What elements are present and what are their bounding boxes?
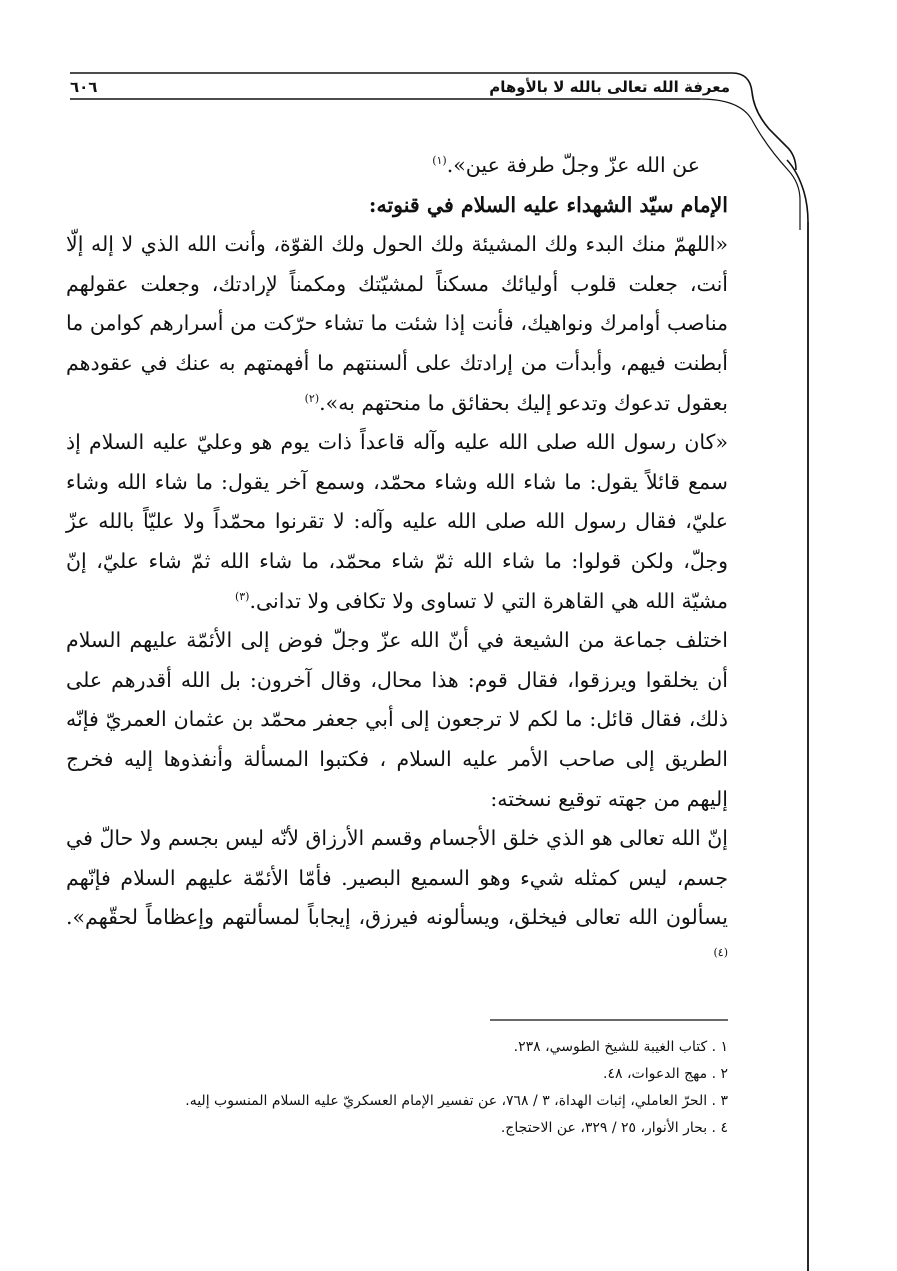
footnote-item: ١ . كتاب الغيبة للشيخ الطوسي، ٢٣٨. xyxy=(513,1039,728,1055)
paragraph-text: عن الله عزّ وجلّ طرفة عين». xyxy=(446,153,700,177)
paragraph-quote xyxy=(66,225,728,423)
paragraph-text: إنّ الله تعالى هو الذي خلق الأجسام وقسم الأرزاق لأنّه ليس بجسم ولا حالّ في جسم، ليس كمثله شيء وهو السميع البصير. فأمّا الأئمّة عليهم السلام فإنّهم يسألون الله تعالى فيخلق، ويسألونه فيرزق، إيجاباً لمسألتهم وإعظاماً لحقّهم». xyxy=(66,826,728,930)
footnote-ref: (١) xyxy=(432,154,447,168)
footnote-item: ٣ . الحرّ العاملي، إثبات الهداة، ٣ / ٧٦٨، عن تفسير الإمام العسكريّ عليه السلام المنسوب إليه. xyxy=(185,1093,728,1109)
page-header xyxy=(70,74,730,100)
paragraph-hadith xyxy=(66,423,728,621)
footnote-item: ٤ . بحار الأنوار، ٢٥ / ٣٢٩، عن الاحتجاج. xyxy=(500,1120,728,1136)
paragraph-narration: اختلف جماعة من الشيعة في أنّ الله عزّ وجلّ فوض إلى الأئمّة عليهم السلام أن يخلقوا ويرزقوا، فقال قوم: هذا محال، وقال آخرون: بل الله أقدرهم على ذلك، فقال قائل: ما لكم لا ترجعون إلى أبي جعفر محمّد بن عثمان العمريّ فإنّه الطريق إلى صاحب الأمر عليه السلام ، فكتبوا المسألة وأنفذوها إليه فخرج إليهم من جهته توقيع نسخته: xyxy=(66,628,728,811)
footnote-ref: (٣) xyxy=(234,589,250,603)
page-number: ٦٠٦ xyxy=(70,78,98,96)
section-heading: الإمام سيّد الشهداء عليه السلام في قنوته: xyxy=(368,192,728,217)
footnote-item: ٢ . مهج الدعوات، ٤٨. xyxy=(603,1066,728,1082)
footnotes xyxy=(66,1034,728,1142)
footnote-ref: (٢) xyxy=(304,391,320,405)
side-frame-ornament xyxy=(787,160,808,222)
running-title: معرفة الله تعالى بالله لا بالأوهام xyxy=(489,78,730,96)
footnote-ref: (٤) xyxy=(713,946,728,960)
paragraph-tawqi xyxy=(66,819,728,977)
paragraph-text: «كان رسول الله صلى الله عليه وآله قاعداً ذات يوم هو وعليّ عليه السلام إذ سمع قائلاً يقول: ما شاء الله وشاء محمّد، وسمع آخر يقول: ما شاء الله وشاء عليّ، فقال رسول الله صلى الله عليه وآله: لا تقرنوا محمّداً ولا عليّاً بالله عزّ وجلّ، ولكن قولوا: ما شاء الله ثمّ شاء محمّد، ما شاء الله ثمّ شاء عليّ، إنّ مشيّة الله هي القاهرة التي لا تساوى ولا تكافى ولا تدانى. xyxy=(66,430,728,613)
paragraph-continuation xyxy=(66,146,728,186)
main-text xyxy=(66,146,728,977)
paragraph-text: «اللهمّ منك البدء ولك المشيئة ولك الحول ولك القوّة، وأنت الله الذي لا إله إلّا أنت، جعلت قلوب أوليائك مسكناً لمشيّتك ومكمناً لإرادتك، وجعلت عقولهم مناصب أوامرك ونواهيك، فأنت إذا شئت ما تشاء حرّكت من أسرارهم كوامن ما أبطنت فيهم، وأبدأت من إرادتك على ألسنتهم ما أفهمتهم به عنك في عقودهم بعقول تدعوك وتدعو إليك بحقائق ما منحتهم به». xyxy=(66,232,728,415)
